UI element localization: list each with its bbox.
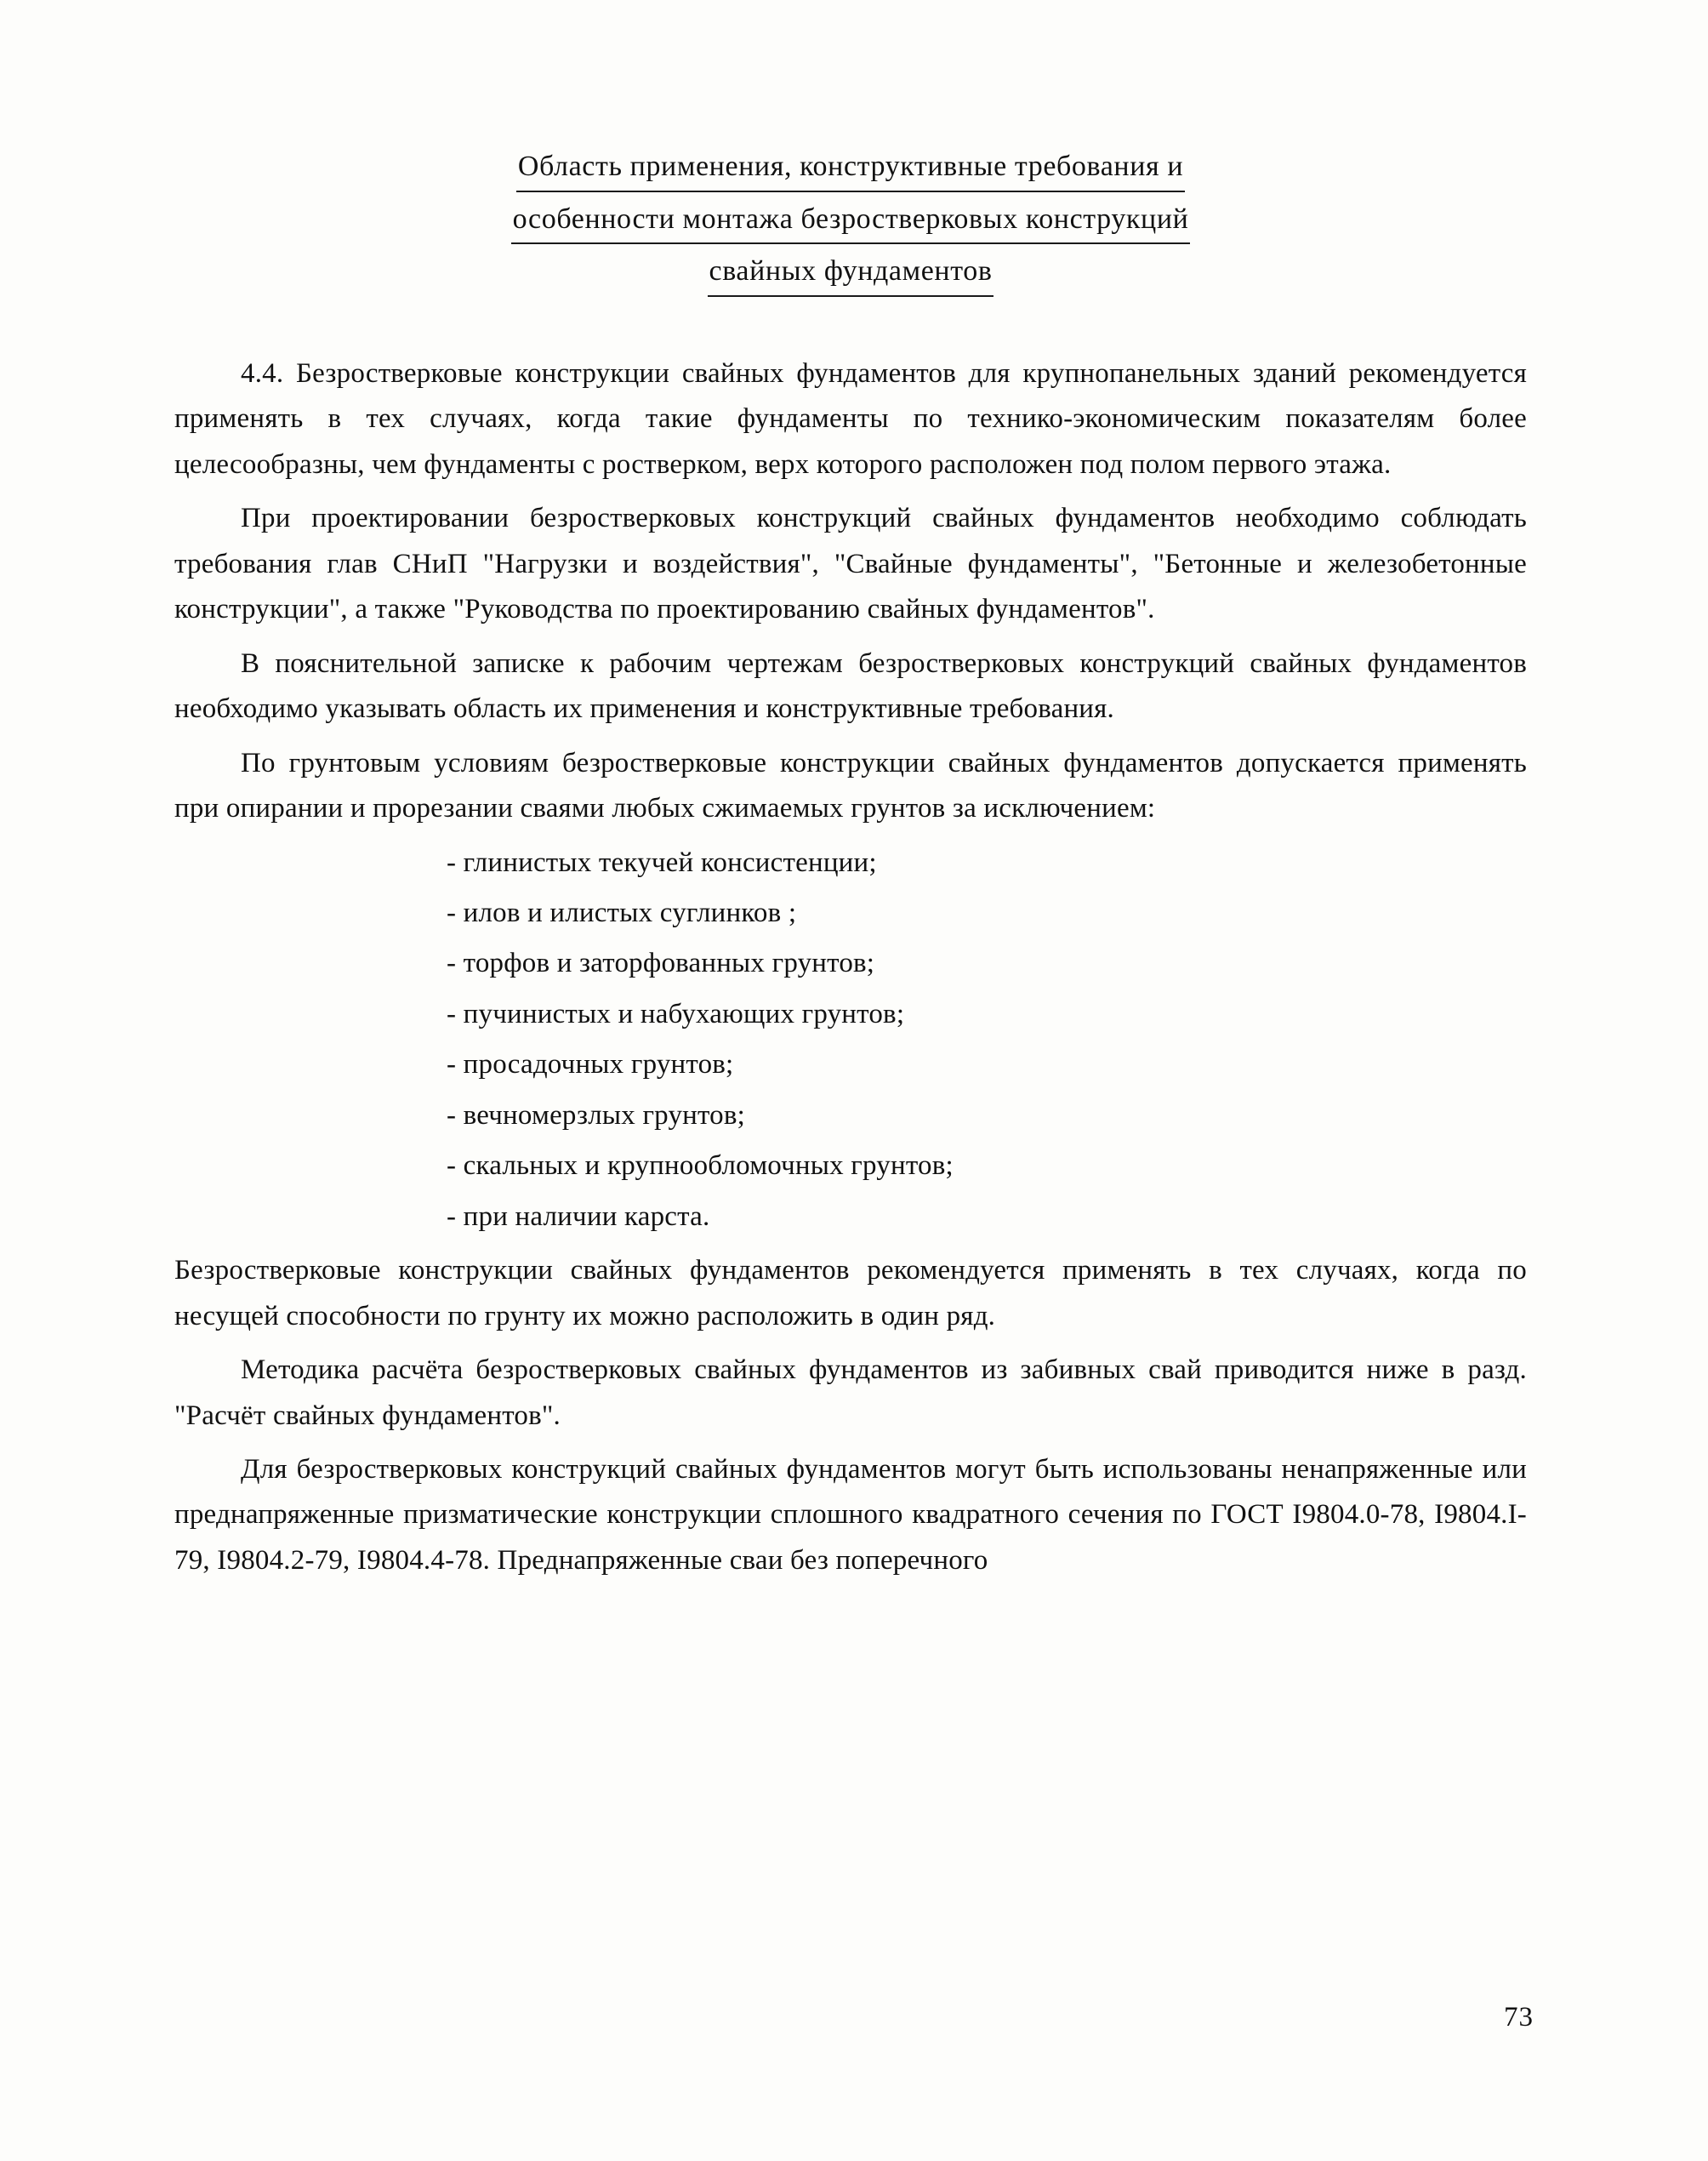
paragraph-design-requirements: При проектировании безростверковых конструкций свайных фундаментов необходимо соблюдать требования глав СНиП "Нагрузки и воздействия", "Свайные фундаменты", "Бетонные и железобетонные конструкции", а также "Руководства по проектированию свайных фундаментов". <box>174 503 1527 625</box>
paragraph-single-row: Безростверковые конструкции свайных фундаментов рекомендуется применять в тех случаях, когда по несущей способности по грунту их можно расположить в один ряд. <box>174 1255 1527 1331</box>
section-heading <box>174 145 1527 302</box>
list-item: - пучинистых и набухающих грунтов; <box>447 998 905 1029</box>
page-content <box>174 145 1527 1592</box>
list-item: - скальных и крупнообломочных грунтов; <box>447 1150 954 1182</box>
list-item: - просадочных грунтов; <box>447 1049 734 1080</box>
list-item: - при наличии карста. <box>447 1200 710 1232</box>
paragraph-explanatory-note: В пояснительной записке к рабочим чертежам безростверковых конструкций свайных фундаментов необходимо указывать область их применения и конструктивные требования. <box>174 647 1527 725</box>
list-item: - вечномерзлых грунтов; <box>447 1099 746 1131</box>
paragraph-soil-conditions: По грунтовым условиям безростверковые конструкции свайных фундаментов допускается применять при опирании и прорезании сваями любых сжимаемых грунтов за исключением: <box>174 747 1527 824</box>
paragraph-4-4: 4.4. Безростверковые конструкции свайных фундаментов для крупнопанельных зданий рекомендуется применять в тех случаях, когда такие фундаменты по технико-экономическим показателям более целесообразны, чем фундаменты с ростверком, верх которого расположен под полом первого этажа. <box>174 358 1527 480</box>
list-item: - илов и илистых суглинков ; <box>447 898 797 928</box>
heading-line-3: свайных фундаментов <box>708 249 994 297</box>
heading-line-2: особенности монтажа безростверковых конструкций <box>511 197 1191 245</box>
list-item: - торфов и заторфованных грунтов; <box>447 948 875 979</box>
list-item: - глинистых текучей консистенции; <box>447 847 877 878</box>
excluded-soils-list <box>174 841 1527 1240</box>
page-number: 73 <box>1504 2002 1534 2033</box>
heading-line-1: Область применения, конструктивные требования и <box>516 145 1185 192</box>
paragraph-calculation-method: Методика расчёта безростверковых свайных фундаментов из забивных свай приводится ниже в разд. "Расчёт свайных фундаментов". <box>174 1354 1527 1431</box>
paragraph-gost-piles: Для безростверковых конструкций свайных фундаментов могут быть использованы ненапряженные или преднапряженные призматические конструкции сплошного квадратного сечения по ГОСТ I9804.0-78, I9804.I-79, I9804.2-79, I9804.4-78. Преднапряженные сваи без поперечного <box>174 1453 1527 1576</box>
